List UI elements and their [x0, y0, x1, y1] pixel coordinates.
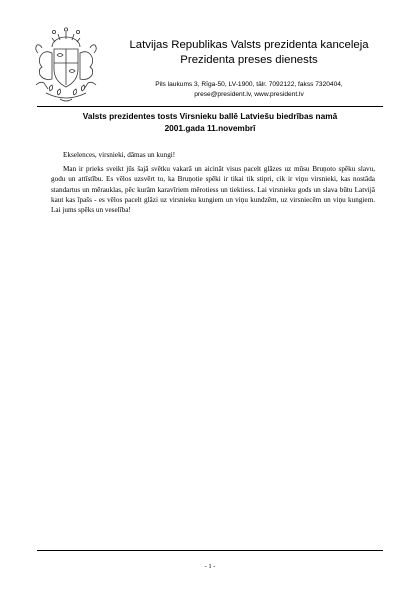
- header-divider: [37, 106, 383, 107]
- document-body: [51, 150, 375, 219]
- address-line: Pils laukums 3, Rīga-50, LV-1900, tālr. 7092122, fakss 7320404,: [155, 81, 343, 88]
- contact-line: prese@president.lv, www.president.lv: [194, 91, 304, 98]
- coat-of-arms-icon: [30, 27, 102, 109]
- document-title: [40, 110, 380, 134]
- department-name: Prezidenta preses dienests: [180, 54, 318, 66]
- contact-address: [108, 80, 390, 100]
- footer-divider: [37, 550, 383, 551]
- title-date: 2001.gada 11.novembrī: [164, 123, 256, 133]
- salutation: Ekselences, virsnieki, dāmas un kungi!: [63, 151, 176, 159]
- title-line: Valsts prezidentes tosts Virsnieku ballē Latviešu biedrības namā: [82, 111, 338, 121]
- body-paragraph: Man ir prieks sveikt jūs šajā svētku vakarā un aicināt visus pacelt glāzes uz mūsu Bruņoto spēku slavu, godu un attīstību. Es vēlos uzsvērt to, ka Bruņotie spēki ir tikai tik stipri, cik ir viņu virsnieki, kas nostāda standartus un mērauklas, pēc kurām karavīriem mērotiess un tiektiess. Lai virsnieku gods un slava būtu Latvijā kaut kas īpašs - es vēlos pacelt glāzi uz virsnieku kungiem un viņu kundzēm, uz virsniecēm un viņu kungiem. Lai jums spēks un veselība!: [51, 165, 375, 215]
- organization-name: Latvijas Republikas Valsts prezidenta kanceleja: [129, 39, 369, 51]
- letterhead: [108, 38, 390, 100]
- page-number: - 1 -: [204, 563, 216, 570]
